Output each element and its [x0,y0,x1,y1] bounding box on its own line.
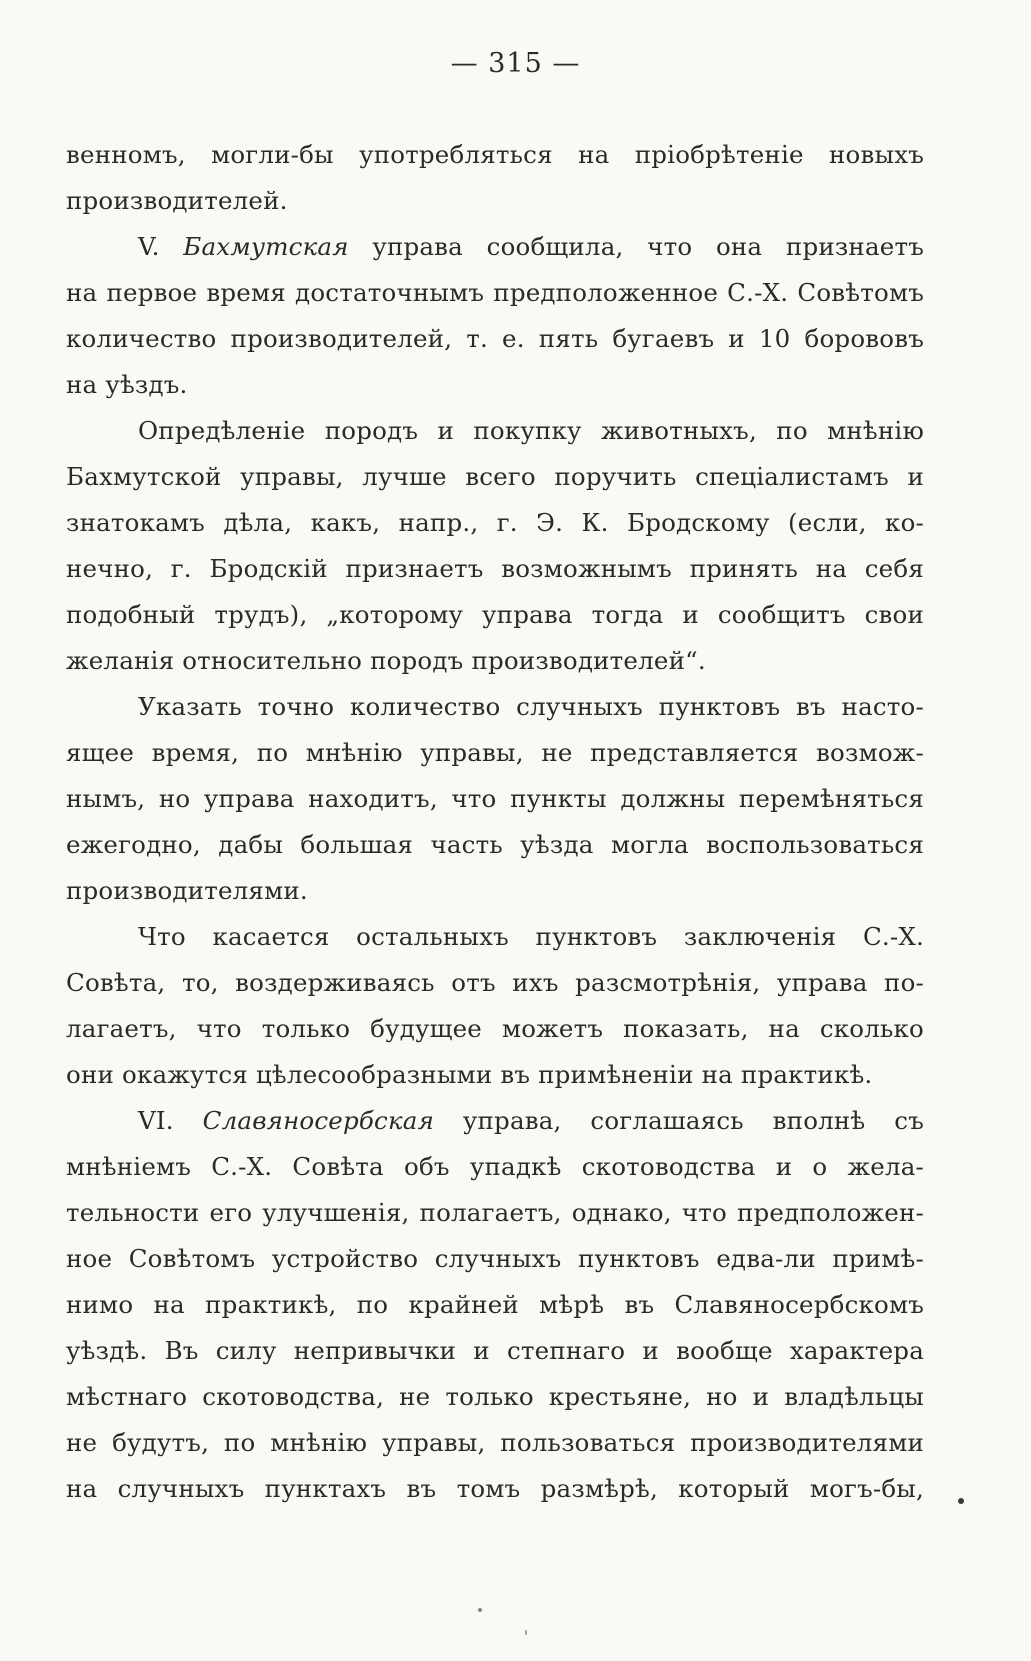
text-line: уѣздѣ. Въ силу непривычки и степнаго и вообще характера [66,1336,924,1365]
paragraph-slavyanoserbsk [66,1098,924,1512]
text-line: количество производителей, т. е. пять бугаевъ и 10 борововъ [66,324,924,353]
text-line: производителей. [66,186,288,215]
text-line-styled [66,224,924,270]
text-line: нымъ, но управа находитъ, что пункты должны перемѣняться [66,784,924,813]
text-line: Совѣта, то, воздерживаясь отъ ихъ разсмотрѣнія, управа по- [66,968,924,997]
paragraph-bakhmut [66,224,924,408]
paper-speck [478,1608,482,1612]
text-line: на уѣздъ. [66,370,188,399]
text-line: желанія относительно породъ производителей“. [66,646,706,675]
paragraph-continuation [66,132,924,224]
text-line: производителями. [66,876,308,905]
body-text [66,132,924,1512]
paragraph-points [66,684,924,914]
text-line: ное Совѣтомъ устройство случныхъ пунктовъ едва-ли примѣ- [66,1244,924,1273]
text-line-styled [66,1098,924,1144]
text-line: нимо на практикѣ, по крайней мѣрѣ въ Славяносербскомъ [66,1290,924,1319]
text-line: Опредѣленіе породъ и покупку животныхъ, по мнѣнію [138,416,924,445]
text-line: Что касается остальныхъ пунктовъ заключенія С.-Х. [138,922,924,951]
paragraph-remaining [66,914,924,1098]
paper-speck [525,1630,527,1635]
section-numeral: VI. [138,1106,174,1135]
page-number: — 315 — [450,48,581,79]
text-line: ящее время, по мнѣнію управы, не представляется возмож- [66,738,924,767]
paragraph-breeds [66,408,924,684]
text-line: лагаетъ, что только будущее можетъ показать, на сколько [66,1014,924,1043]
text-line: они окажутся цѣлесообразными въ примѣненіи на практикѣ. [66,1060,873,1089]
section-numeral: V. [138,232,160,261]
text-line: на случныхъ пунктахъ въ томъ размѣрѣ, который могъ-бы, [66,1474,924,1503]
paper-speck [958,1498,964,1504]
text-line: знатокамъ дѣла, какъ, напр., г. Э. К. Бродскому (если, ко- [66,508,924,537]
text-line: нечно, г. Бродскій признаетъ возможнымъ принять на себя [66,554,924,583]
text-fragment: управа сообщила, что она признаетъ [348,232,924,261]
text-line: ежегодно, дабы большая часть уѣзда могла воспользоваться [66,830,924,859]
text-line: на первое время достаточнымъ предположенное С.-Х. Совѣтомъ [66,278,924,307]
text-line: Бахмутской управы, лучше всего поручить спеціалистамъ и [66,462,924,491]
text-line: Указать точно количество случныхъ пунктовъ въ насто- [138,692,924,721]
district-name: Славяносербская [202,1106,435,1135]
text-line: не будутъ, по мнѣнію управы, пользоваться производителями [66,1428,924,1457]
text-line: тельности его улучшенія, полагаетъ, однако, что предположен- [66,1198,924,1227]
district-name: Бахмутская [183,232,349,261]
text-line: мнѣніемъ С.-Х. Совѣта объ упадкѣ скотоводства и о жела- [66,1152,924,1181]
text-line: подобный трудъ), „которому управа тогда и сообщитъ свои [66,600,924,629]
text-fragment: управа, соглашаясь вполнѣ съ [434,1106,924,1135]
text-line: венномъ, могли-бы употребляться на пріобрѣтеніе новыхъ [66,140,924,169]
text-line: мѣстнаго скотоводства, не только крестьяне, но и владѣльцы [66,1382,924,1411]
